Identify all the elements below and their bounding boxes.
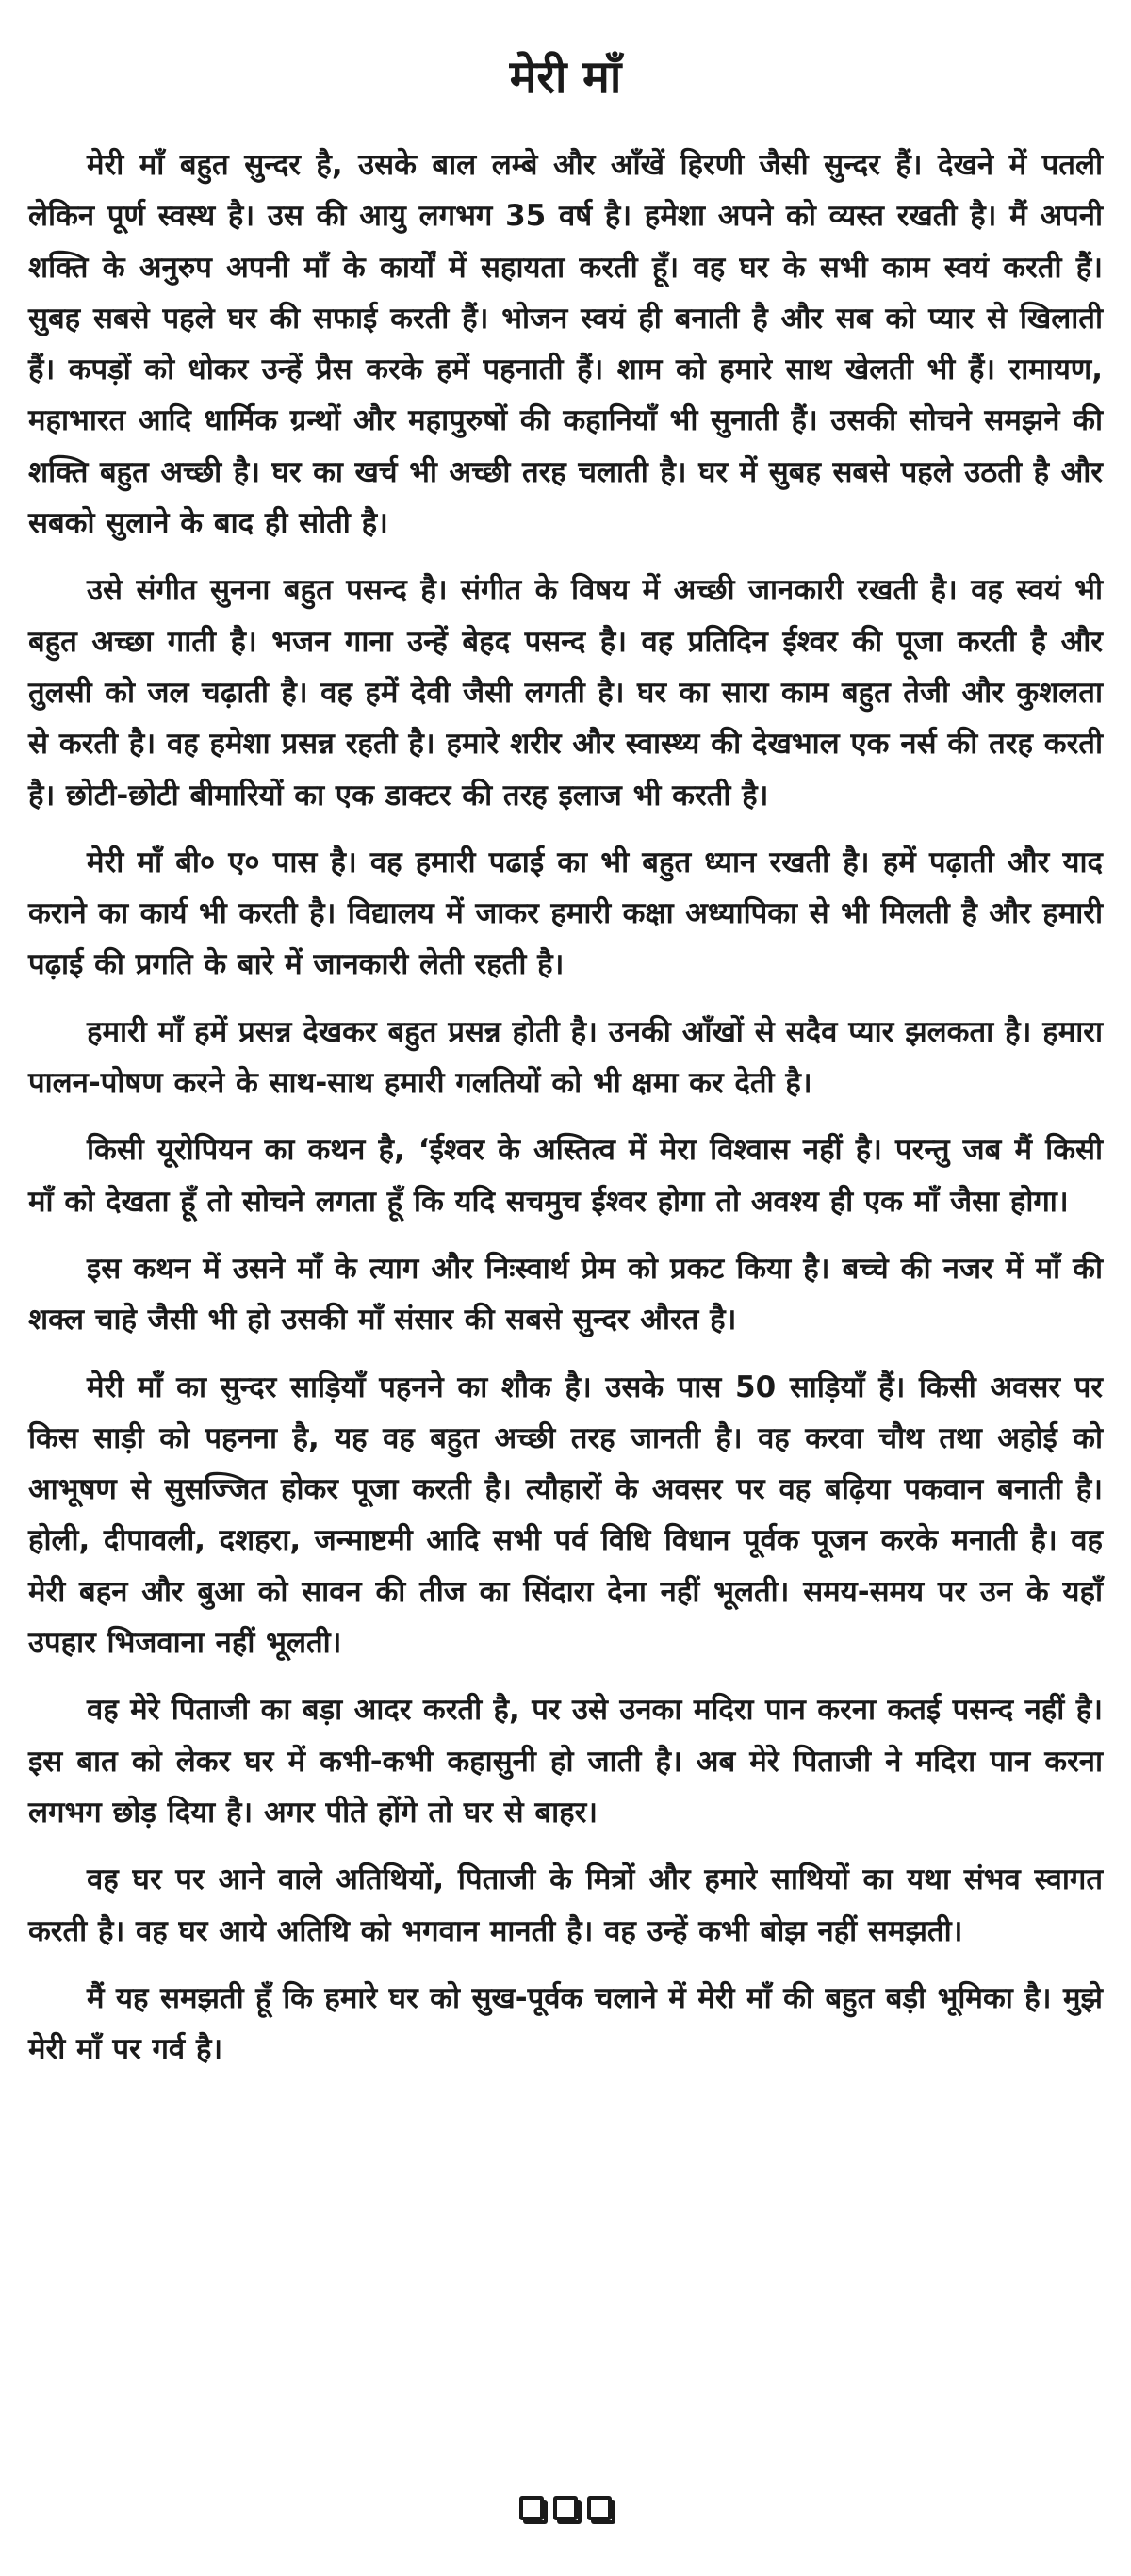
paragraph-3: मेरी माँ बी० ए० पास है। वह हमारी पढाई का भी बहुत ध्यान रखती है। हमें पढ़ाती और याद कराने का कार्य भी करती है। विद्यालय में जाकर हमारी कक्षा अध्यापिका से भी मिलती है और हमारी पढ़ाई की प्रगति के बारे में जानकारी लेती रहती है। bbox=[28, 845, 1103, 982]
essay-page bbox=[28, 0, 1103, 2576]
square-icon bbox=[587, 2496, 612, 2520]
end-mark bbox=[28, 2496, 1103, 2520]
paragraph-8: वह मेरे पिताजी का बड़ा आदर करती है, पर उसे उनका मदिरा पान करना कतई पसन्द नहीं है। इस बात को लेकर घर में कभी-कभी कहासुनी हो जाती है। अब मेरे पिताजी ने मदिरा पान करना लगभग छोड़ दिया है। अगर पीते होंगे तो घर से बाहर। bbox=[28, 1693, 1103, 1829]
paragraph-1: मेरी माँ बहुत सुन्दर है, उसके बाल लम्बे और आँखें हिरणी जैसी सुन्दर हैं। देखने में पतली लेकिन पूर्ण स्वस्थ है। उस की आयु लगभग 35 वर्ष है। हमेशा अपने को व्यस्त रखती है। मैं अपनी शक्ति के अनुरुप अपनी माँ के कार्यों में सहायता करती हूँ। वह घर के सभी काम स्वयं करती हैं। सुबह सबसे पहले घर की सफाई करती हैं। भोजन स्वयं ही बनाती है और सब को प्यार से खिलाती हैं। कपड़ों को धोकर उन्हें प्रैस करके हमें पहनाती हैं। शाम को हमारे साथ खेलती भी हैं। रामायण, महाभारत आदि धार्मिक ग्रन्थों और महापुरुषों की कहानियाँ भी सुनाती हैं। उसकी सोचने समझने की शक्ति बहुत अच्छी है। घर का खर्च भी अच्छी तरह चलाती है। घर में सुबह सबसे पहले उठती है और सबको सुलाने के बाद ही सोती है। bbox=[28, 148, 1103, 541]
square-icon bbox=[519, 2496, 544, 2520]
paragraph-2: उसे संगीत सुनना बहुत पसन्द है। संगीत के विषय में अच्छी जानकारी रखती है। वह स्वयं भी बहुत अच्छा गाती है। भजन गाना उन्हें बेहद पसन्द है। वह प्रतिदिन ईश्वर की पूजा करती है और तुलसी को जल चढ़ाती है। वह हमें देवी जैसी लगती है। घर का सारा काम बहुत तेजी और कुशलता से करती है। वह हमेशा प्रसन्न रहती है। हमारे शरीर और स्वास्थ्य की देखभाल एक नर्स की तरह करती है। छोटी-छोटी बीमारियों का एक डाक्टर की तरह इलाज भी करती है। bbox=[28, 573, 1103, 812]
paragraph-9: वह घर पर आने वाले अतिथियों, पिताजी के मित्रों और हमारे साथियों का यथा संभव स्वागत करती है। वह घर आये अतिथि को भगवान मानती है। वह उन्हें कभी बोझ नहीं समझती। bbox=[28, 1862, 1103, 1948]
paragraph-7: मेरी माँ का सुन्दर साड़ियाँ पहनने का शौक है। उसके पास 50 साड़ियाँ हैं। किसी अवसर पर किस साड़ी को पहनना है, यह वह बहुत अच्छी तरह जानती है। वह करवा चौथ तथा अहोई को आभूषण से सुसज्जित होकर पूजा करती है। त्यौहारों के अवसर पर वह बढ़िया पकवान बनाती है। होली, दीपावली, दशहरा, जन्माष्टमी आदि सभी पर्व विधि विधान पूर्वक पूजन करके मनाती है। वह मेरी बहन और बुआ को सावन की तीज का सिंदारा देना नहीं भूलती। समय-समय पर उन के यहाँ उपहार भिजवाना नहीं भूलती। bbox=[28, 1370, 1103, 1661]
paragraph-4: हमारी माँ हमें प्रसन्न देखकर बहुत प्रसन्न होती है। उनकी आँखों से सदैव प्यार झलकता है। हमारा पालन-पोषण करने के साथ-साथ हमारी गलतियों को भी क्षमा कर देती है। bbox=[28, 1014, 1103, 1101]
square-icon bbox=[553, 2496, 578, 2520]
paragraph-10: मैं यह समझती हूँ कि हमारे घर को सुख-पूर्वक चलाने में मेरी माँ की बहुत बड़ी भूमिका है। मुझे मेरी माँ पर गर्व है। bbox=[28, 1980, 1103, 2067]
essay-body bbox=[28, 139, 1103, 2091]
paragraph-6: इस कथन में उसने माँ के त्याग और निःस्वार्थ प्रेम को प्रकट किया है। बच्चे की नजर में माँ की शक्ल चाहे जैसी भी हो उसकी माँ संसार की सबसे सुन्दर औरत है। bbox=[28, 1251, 1103, 1337]
paragraph-5: किसी यूरोपियन का कथन है, ‘ईश्वर के अस्तित्व में मेरा विश्वास नहीं है। परन्तु जब मैं किसी माँ को देखता हूँ तो सोचने लगता हूँ कि यदि सचमुच ईश्वर होगा तो अवश्य ही एक माँ जैसा होगा। bbox=[28, 1133, 1103, 1219]
page-title: मेरी माँ bbox=[509, 51, 622, 104]
